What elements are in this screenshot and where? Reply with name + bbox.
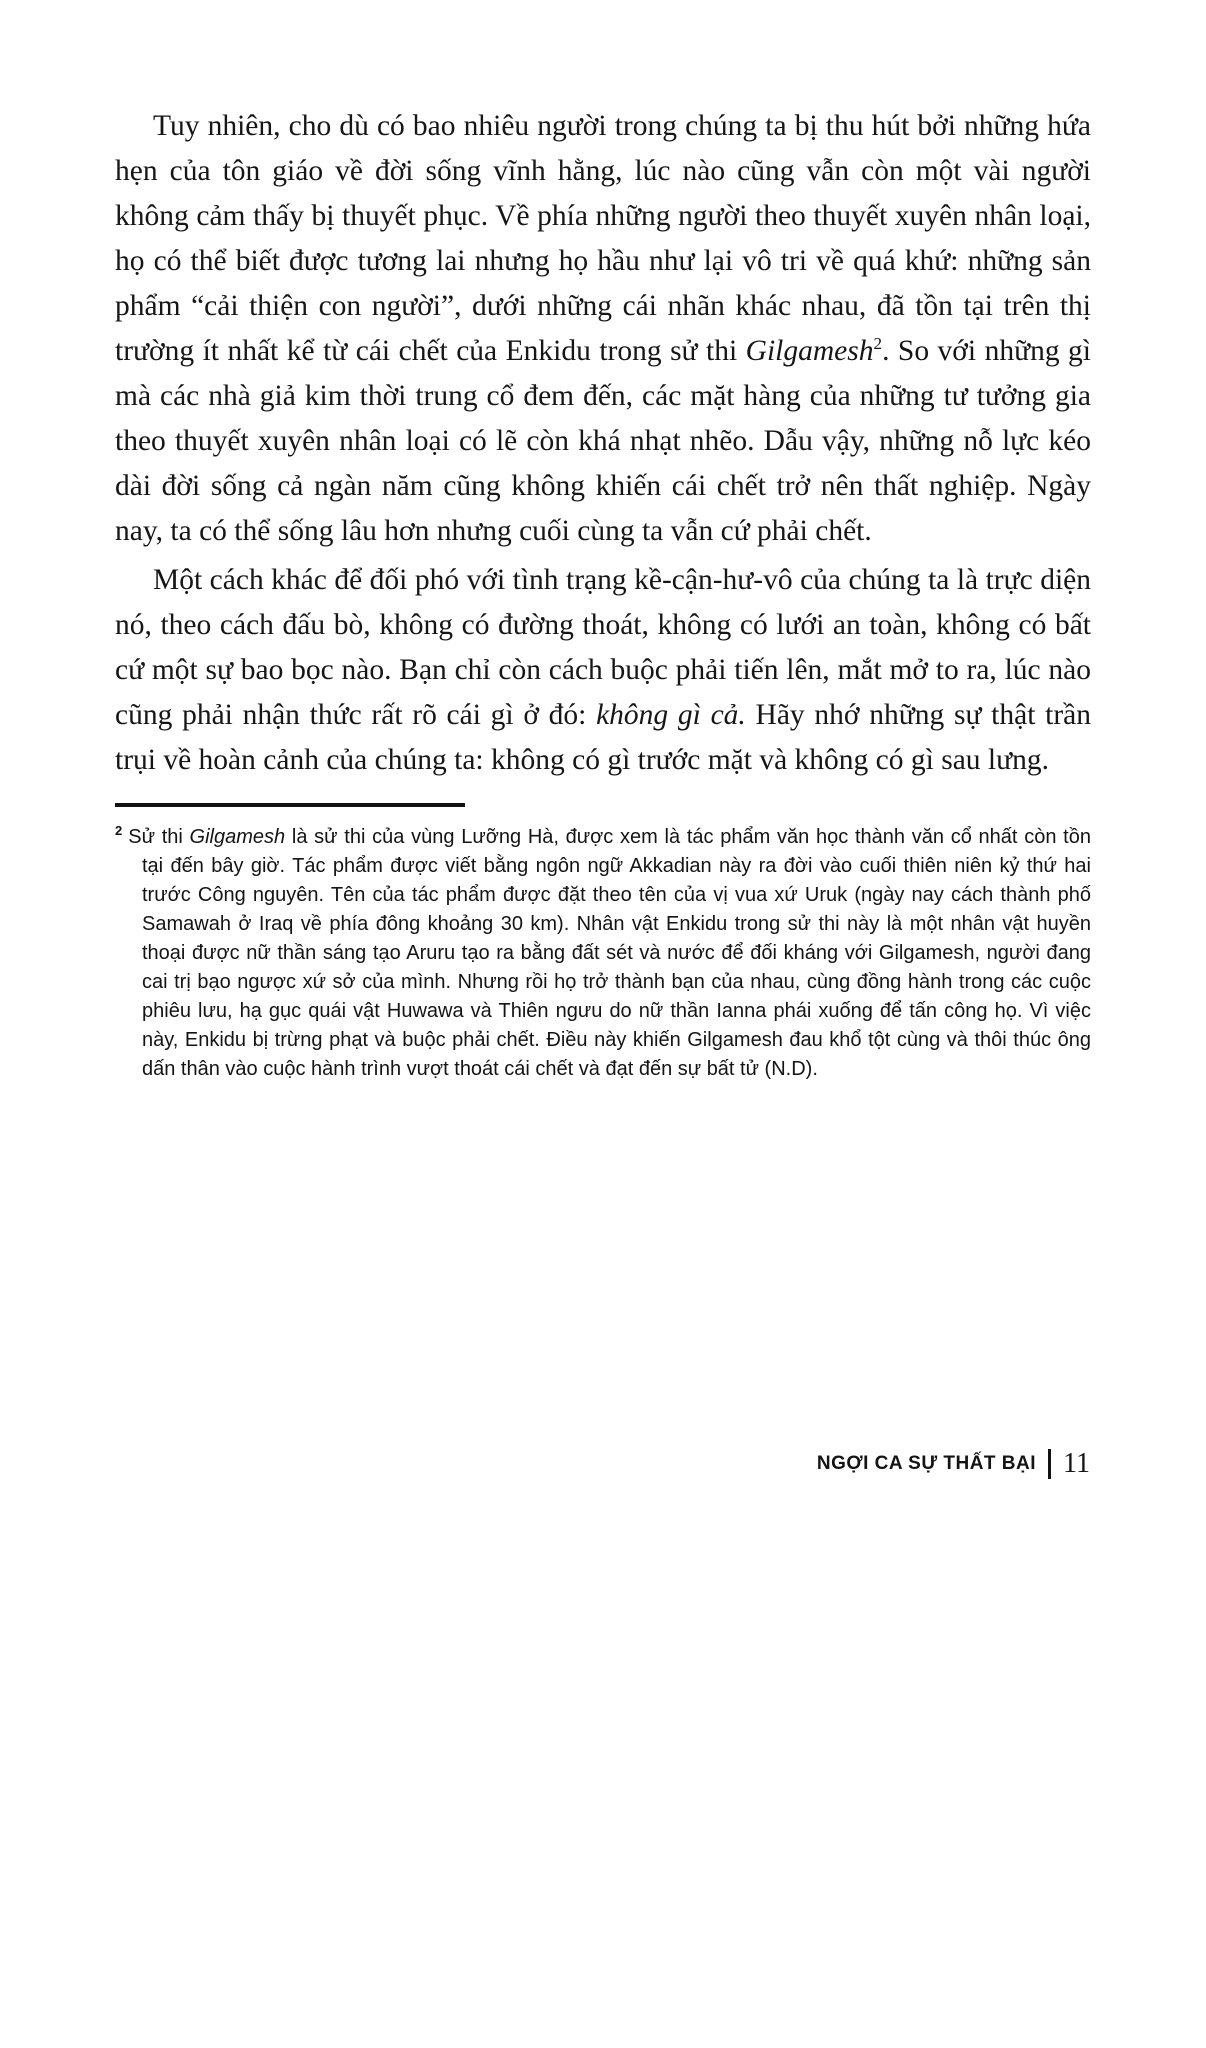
running-title: NGỢI CA SỰ THẤT BẠI [816, 1453, 1037, 1474]
text-segment-italic: Gilgamesh [745, 335, 874, 367]
text-segment-italic: không gì cả. [596, 699, 746, 731]
footnote-marker: 2 [115, 823, 123, 839]
footnote-reference: 2 [873, 334, 883, 354]
footnote [115, 823, 1091, 1084]
text-segment: . So với những gì mà các nhà giả kim thời trung cổ đem đến, các mặt hàng của những tư tưởng gia theo thuyết xuyên nhân loại có lẽ còn khá nhạt nhẽo. Dẫu vậy, những nỗ lực kéo dài đời sống cả ngàn năm cũng không khiến cái chết trở nên thất nghiệp. Ngày nay, ta có thể sống lâu hơn nhưng cuối cùng ta vẫn cứ phải chết. [115, 335, 1092, 547]
footnote-separator [115, 803, 465, 807]
footnote-text: Sử thi [128, 826, 190, 848]
text-segment: Hãy nhớ những sự thật trần trụi về hoàn cảnh của chúng ta: không có gì trước mặt và không có gì sau lưng. [115, 699, 1091, 776]
page-content [115, 104, 1091, 1084]
body-paragraph-2 [115, 558, 1091, 783]
page-footer [817, 1448, 1090, 1480]
footnote-text-italic: Gilgamesh [189, 826, 286, 848]
page-number: 11 [1063, 1448, 1090, 1479]
body-paragraph-1 [115, 104, 1091, 554]
footer-divider [1048, 1449, 1051, 1479]
footnote-text: là sử thi của vùng Lưỡng Hà, được xem là tác phẩm văn học thành văn cổ nhất còn tồn tại đến bây giờ. Tác phẩm được viết bằng ngôn ngữ Akkadian này ra đời vào cuối thiên niên kỷ thứ hai trước Công nguyên. Tên của tác phẩm được đặt theo tên của vị vua xứ Uruk (ngày nay cách thành phố Samawah ở Iraq về phía đông khoảng 30 km). Nhân vật Enkidu trong sử thi này là một nhân vật huyền thoại được nữ thần sáng tạo Aruru tạo ra bằng đất sét và nước để đối kháng với Gilgamesh, người đang cai trị bạo ngược xứ sở của mình. Nhưng rồi họ trở thành bạn của nhau, cùng đồng hành trong các cuộc phiêu lưu, hạ gục quái vật Huwawa và Thiên ngưu do nữ thần Ianna phái xuống để tấn công họ. Vì việc này, Enkidu bị trừng phạt và buộc phải chết. Điều này khiến Gilgamesh đau khổ tột cùng và thôi thúc ông dấn thân vào cuộc hành trình vượt thoát cái chết và đạt đến sự bất tử (N.D). [142, 826, 1091, 1080]
text-segment: Tuy nhiên, cho dù có bao nhiêu người trong chúng ta bị thu hút bởi những hứa hẹn của tôn giáo về đời sống vĩnh hằng, lúc nào cũng vẫn còn một vài người không cảm thấy bị thuyết phục. Về phía những người theo thuyết xuyên nhân loại, họ có thể biết được tương lai nhưng họ hầu như lại vô tri về quá khứ: những sản phẩm “cải thiện con người”, dưới những cái nhãn khác nhau, đã tồn tại trên thị trường ít nhất kể từ cái chết của Enkidu trong sử thi [115, 110, 1091, 367]
text-segment: Một cách khác để đối phó với tình trạng kề-cận-hư-vô của chúng ta là trực diện nó, theo cách đấu bò, không có đường thoát, không có lưới an toàn, không có bất cứ một sự bao bọc nào. Bạn chỉ còn cách buộc phải tiến lên, mắt mở to ra, lúc nào cũng phải nhận thức rất rõ cái gì ở đó: [115, 564, 1091, 731]
